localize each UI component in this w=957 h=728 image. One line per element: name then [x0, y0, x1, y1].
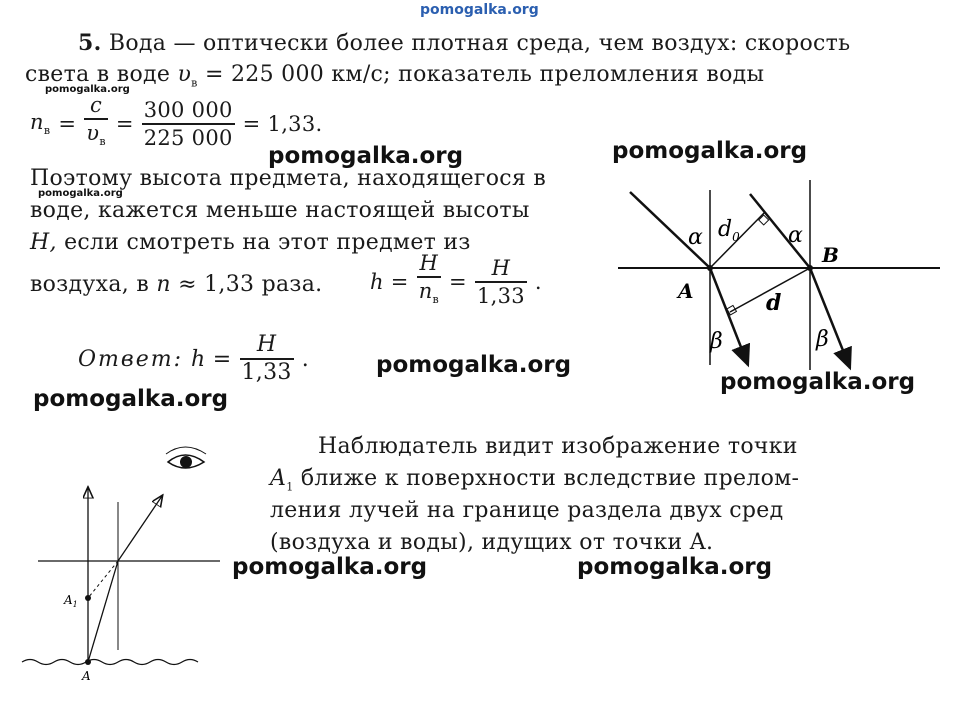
- A1-sub: 1: [286, 480, 294, 494]
- watermark-7: pomogalka.org: [577, 554, 773, 580]
- observer-line-1: Наблюдатель видит изображение точки: [318, 434, 798, 459]
- alpha-label-1: α: [688, 225, 703, 250]
- problem-line-2b: = 225 000 км/с; показатель преломления воды: [204, 62, 765, 87]
- B-label: B: [822, 243, 839, 267]
- A1-label: [63, 593, 78, 609]
- h-formula-lhs: h =: [370, 269, 409, 294]
- point-A: [707, 265, 713, 271]
- problem-line-1-text: Вода — оптически более плотная среда, чем воздух: скорость: [108, 31, 851, 56]
- A1-label-sub: 1: [72, 600, 78, 609]
- beta-label-1: β: [710, 329, 723, 354]
- observer-line-2-text: ближе к поверхности вследствие прелом-: [300, 466, 800, 491]
- observer-line-4: (воздуха и воды), идущих от точки A.: [270, 530, 714, 555]
- para-line-1: Поэтому высота предмета, находящегося в: [30, 166, 547, 191]
- refraction-diagram: [610, 170, 940, 380]
- observer-line-2: [270, 466, 799, 493]
- answer-lhs: h =: [191, 346, 232, 372]
- v-var: υ: [86, 121, 100, 145]
- d0-var: d: [718, 217, 733, 242]
- watermark-4: pomogalka.org: [33, 386, 229, 412]
- eye-icon: [166, 447, 206, 468]
- formula-result: = 1,33.: [242, 111, 323, 136]
- refraction-formula: $n_в$ = $\frac{c}{\upsilon_в}$ = $\frac{300 000}{225 000}$ = 1,33.: [30, 92, 322, 155]
- observer-diagram: [20, 440, 220, 690]
- bottom-wavy-line: [22, 660, 198, 665]
- d-label: d: [766, 290, 782, 316]
- H-var: H,: [30, 230, 57, 255]
- H-num-2: H: [491, 255, 511, 280]
- watermark-2: pomogalka.org: [612, 138, 808, 164]
- observer-line-3: ления лучей на границе раздела двух сред: [270, 498, 784, 523]
- watermark-small-2: pomogalka.org: [38, 188, 123, 199]
- ray-A-to-surface: [88, 561, 118, 662]
- fraction-denominator: 225 000: [143, 125, 233, 150]
- point-A1: [85, 595, 91, 601]
- velocity-sub: в: [191, 76, 198, 90]
- virtual-ray: [88, 561, 118, 598]
- para-line-3-text: если смотреть на этот предмет из: [64, 230, 471, 255]
- watermark-5: pomogalka.org: [720, 369, 916, 395]
- A-label: A: [678, 279, 694, 303]
- problem-number: 5.: [78, 30, 102, 56]
- h-formula: h = $\frac{H}{n_в}$ = $\frac{H}{1,33}$ .: [370, 250, 542, 313]
- beta-label-2: β: [816, 327, 829, 352]
- fraction-c-over-v: [84, 92, 108, 155]
- para-line-4b: ≈ 1,33 раза.: [178, 272, 323, 297]
- point-B: [807, 265, 813, 271]
- velocity-var: υ: [177, 62, 192, 87]
- answer-label: Ответ:: [78, 346, 183, 372]
- problem-line-2a: света в воде: [25, 62, 171, 87]
- A1-var: A: [270, 466, 287, 491]
- v-sub: в: [99, 135, 106, 149]
- problem-line-1: [78, 30, 850, 56]
- ray-to-eye: [118, 496, 162, 561]
- watermark-6: pomogalka.org: [232, 554, 428, 580]
- para-line-4a: воздуха, в: [30, 272, 150, 297]
- n-den: n: [418, 279, 433, 303]
- d0-label: [718, 217, 740, 244]
- watermark-3: pomogalka.org: [376, 352, 572, 378]
- fraction-H-over-133: [475, 255, 527, 309]
- answer-den: 1,33: [241, 360, 292, 385]
- alpha-label-2: α: [788, 223, 803, 248]
- para-line-4: [30, 272, 322, 297]
- fraction-numerator: 300 000: [143, 97, 233, 122]
- answer-fraction: [240, 332, 294, 386]
- answer: Ответ: h = $\frac{H}{1,33}$ .: [78, 332, 309, 385]
- n-ratio-var: n: [156, 272, 171, 297]
- answer-num: H: [256, 332, 277, 357]
- problem-line-2: [25, 62, 764, 89]
- den-133: 1,33: [476, 283, 525, 308]
- top-watermark: pomogalka.org: [420, 2, 539, 18]
- watermark-small-1: pomogalka.org: [45, 84, 130, 95]
- fraction-numbers: [142, 97, 235, 151]
- refracted-ray-2: [810, 268, 850, 368]
- d0-sub: 0: [732, 230, 740, 244]
- n-sub: в: [43, 124, 51, 138]
- watermark-1: pomogalka.org: [268, 143, 464, 169]
- n-var: n: [30, 110, 44, 134]
- c-var: c: [89, 93, 103, 117]
- fraction-H-over-n: [417, 250, 441, 313]
- A-bottom-label: A: [82, 669, 91, 683]
- para-line-2: воде, кажется меньше настоящей высоты: [30, 198, 530, 223]
- A1-label-var: A: [64, 593, 73, 607]
- H-num-1: H: [419, 251, 439, 275]
- n-den-sub: в: [432, 293, 440, 307]
